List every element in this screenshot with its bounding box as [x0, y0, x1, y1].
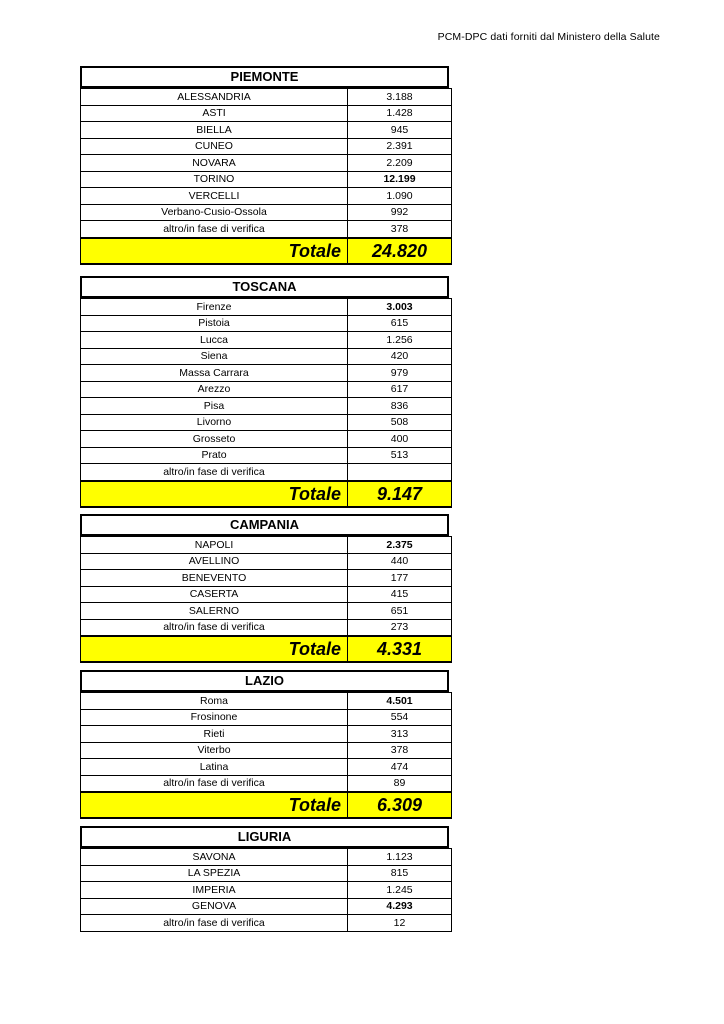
region-table: [80, 692, 452, 819]
province-name: Verbano-Cusio-Ossola: [81, 204, 348, 221]
province-value: 89: [348, 775, 452, 792]
province-value: 945: [348, 122, 452, 139]
region-title: CAMPANIA: [80, 514, 449, 536]
province-name: Livorno: [81, 414, 348, 431]
province-value: 1.123: [348, 849, 452, 866]
table-row: [81, 586, 452, 603]
region-table: [80, 88, 452, 265]
province-value: 273: [348, 619, 452, 636]
table-row: [81, 171, 452, 188]
province-value: 815: [348, 865, 452, 882]
province-value: 3.188: [348, 89, 452, 106]
province-name: GENOVA: [81, 898, 348, 915]
table-row: [81, 898, 452, 915]
province-name: SALERNO: [81, 603, 348, 620]
province-value: 1.245: [348, 882, 452, 899]
province-value: 400: [348, 431, 452, 448]
table-row: [81, 221, 452, 238]
province-value: 554: [348, 709, 452, 726]
table-row: [81, 122, 452, 139]
province-name: Firenze: [81, 299, 348, 316]
table-row: [81, 915, 452, 932]
total-value: 9.147: [348, 481, 452, 507]
province-name: ASTI: [81, 105, 348, 122]
province-name: NAPOLI: [81, 537, 348, 554]
province-name: AVELLINO: [81, 553, 348, 570]
table-row: [81, 570, 452, 587]
region-liguria: [80, 826, 449, 932]
table-row: [81, 537, 452, 554]
province-name: BENEVENTO: [81, 570, 348, 587]
total-value: 24.820: [348, 238, 452, 264]
province-name: altro/in fase di verifica: [81, 464, 348, 481]
province-value: 177: [348, 570, 452, 587]
province-value: 836: [348, 398, 452, 415]
total-label: Totale: [81, 238, 348, 264]
province-name: Pistoia: [81, 315, 348, 332]
province-value: 420: [348, 348, 452, 365]
province-name: Arezzo: [81, 381, 348, 398]
province-value: 651: [348, 603, 452, 620]
table-row: [81, 693, 452, 710]
province-name: Grosseto: [81, 431, 348, 448]
region-lazio: [80, 670, 449, 819]
table-row: [81, 204, 452, 221]
table-row: [81, 315, 452, 332]
province-name: Massa Carrara: [81, 365, 348, 382]
province-value: 508: [348, 414, 452, 431]
province-value: 440: [348, 553, 452, 570]
province-value: 992: [348, 204, 452, 221]
total-value: 4.331: [348, 636, 452, 662]
table-row: [81, 726, 452, 743]
table-row: [81, 759, 452, 776]
province-name: SAVONA: [81, 849, 348, 866]
province-name: LA SPEZIA: [81, 865, 348, 882]
province-value: 1.428: [348, 105, 452, 122]
table-row: [81, 188, 452, 205]
province-value: 615: [348, 315, 452, 332]
table-row: [81, 553, 452, 570]
province-name: Lucca: [81, 332, 348, 349]
table-row: [81, 138, 452, 155]
region-campania: [80, 514, 449, 663]
province-value: 1.256: [348, 332, 452, 349]
province-name: TORINO: [81, 171, 348, 188]
province-name: Siena: [81, 348, 348, 365]
region-title: PIEMONTE: [80, 66, 449, 88]
province-name: altro/in fase di verifica: [81, 775, 348, 792]
total-label: Totale: [81, 481, 348, 507]
total-row: [81, 792, 452, 818]
province-value: 617: [348, 381, 452, 398]
total-value: 6.309: [348, 792, 452, 818]
table-row: [81, 447, 452, 464]
province-value: 1.090: [348, 188, 452, 205]
province-name: Frosinone: [81, 709, 348, 726]
table-row: [81, 365, 452, 382]
province-name: Roma: [81, 693, 348, 710]
province-value: 513: [348, 447, 452, 464]
province-name: Prato: [81, 447, 348, 464]
province-value: 3.003: [348, 299, 452, 316]
province-value: 4.501: [348, 693, 452, 710]
province-name: Viterbo: [81, 742, 348, 759]
province-value: 979: [348, 365, 452, 382]
region-piemonte: [80, 66, 449, 265]
province-value: 2.391: [348, 138, 452, 155]
province-name: NOVARA: [81, 155, 348, 172]
table-row: [81, 155, 452, 172]
province-value: 2.209: [348, 155, 452, 172]
province-name: Latina: [81, 759, 348, 776]
source-note: PCM-DPC dati forniti dal Ministero della Salute: [437, 31, 660, 43]
region-title: TOSCANA: [80, 276, 449, 298]
table-row: [81, 865, 452, 882]
province-name: altro/in fase di verifica: [81, 221, 348, 238]
total-label: Totale: [81, 792, 348, 818]
province-value: 415: [348, 586, 452, 603]
table-row: [81, 431, 452, 448]
province-value: 12: [348, 915, 452, 932]
province-value: 474: [348, 759, 452, 776]
province-name: CASERTA: [81, 586, 348, 603]
province-value: 12.199: [348, 171, 452, 188]
table-row: [81, 105, 452, 122]
province-value: 4.293: [348, 898, 452, 915]
table-row: [81, 775, 452, 792]
table-row: [81, 882, 452, 899]
table-row: [81, 709, 452, 726]
province-name: CUNEO: [81, 138, 348, 155]
province-name: Rieti: [81, 726, 348, 743]
province-value: 2.375: [348, 537, 452, 554]
province-value: 313: [348, 726, 452, 743]
table-row: [81, 348, 452, 365]
province-name: altro/in fase di verifica: [81, 915, 348, 932]
table-row: [81, 398, 452, 415]
region-table: [80, 298, 452, 508]
province-name: BIELLA: [81, 122, 348, 139]
province-value: 378: [348, 221, 452, 238]
region-title: LIGURIA: [80, 826, 449, 848]
province-name: IMPERIA: [81, 882, 348, 899]
table-row: [81, 381, 452, 398]
region-toscana: [80, 276, 449, 508]
table-row: [81, 464, 452, 481]
table-row: [81, 742, 452, 759]
table-row: [81, 332, 452, 349]
total-label: Totale: [81, 636, 348, 662]
province-name: VERCELLI: [81, 188, 348, 205]
region-table: [80, 536, 452, 663]
table-row: [81, 414, 452, 431]
province-value: 378: [348, 742, 452, 759]
province-name: altro/in fase di verifica: [81, 619, 348, 636]
province-name: Pisa: [81, 398, 348, 415]
total-row: [81, 481, 452, 507]
region-title: LAZIO: [80, 670, 449, 692]
total-row: [81, 636, 452, 662]
table-row: [81, 299, 452, 316]
province-name: ALESSANDRIA: [81, 89, 348, 106]
table-row: [81, 89, 452, 106]
table-row: [81, 619, 452, 636]
province-value: [348, 464, 452, 481]
region-table: [80, 848, 452, 932]
table-row: [81, 603, 452, 620]
table-row: [81, 849, 452, 866]
total-row: [81, 238, 452, 264]
